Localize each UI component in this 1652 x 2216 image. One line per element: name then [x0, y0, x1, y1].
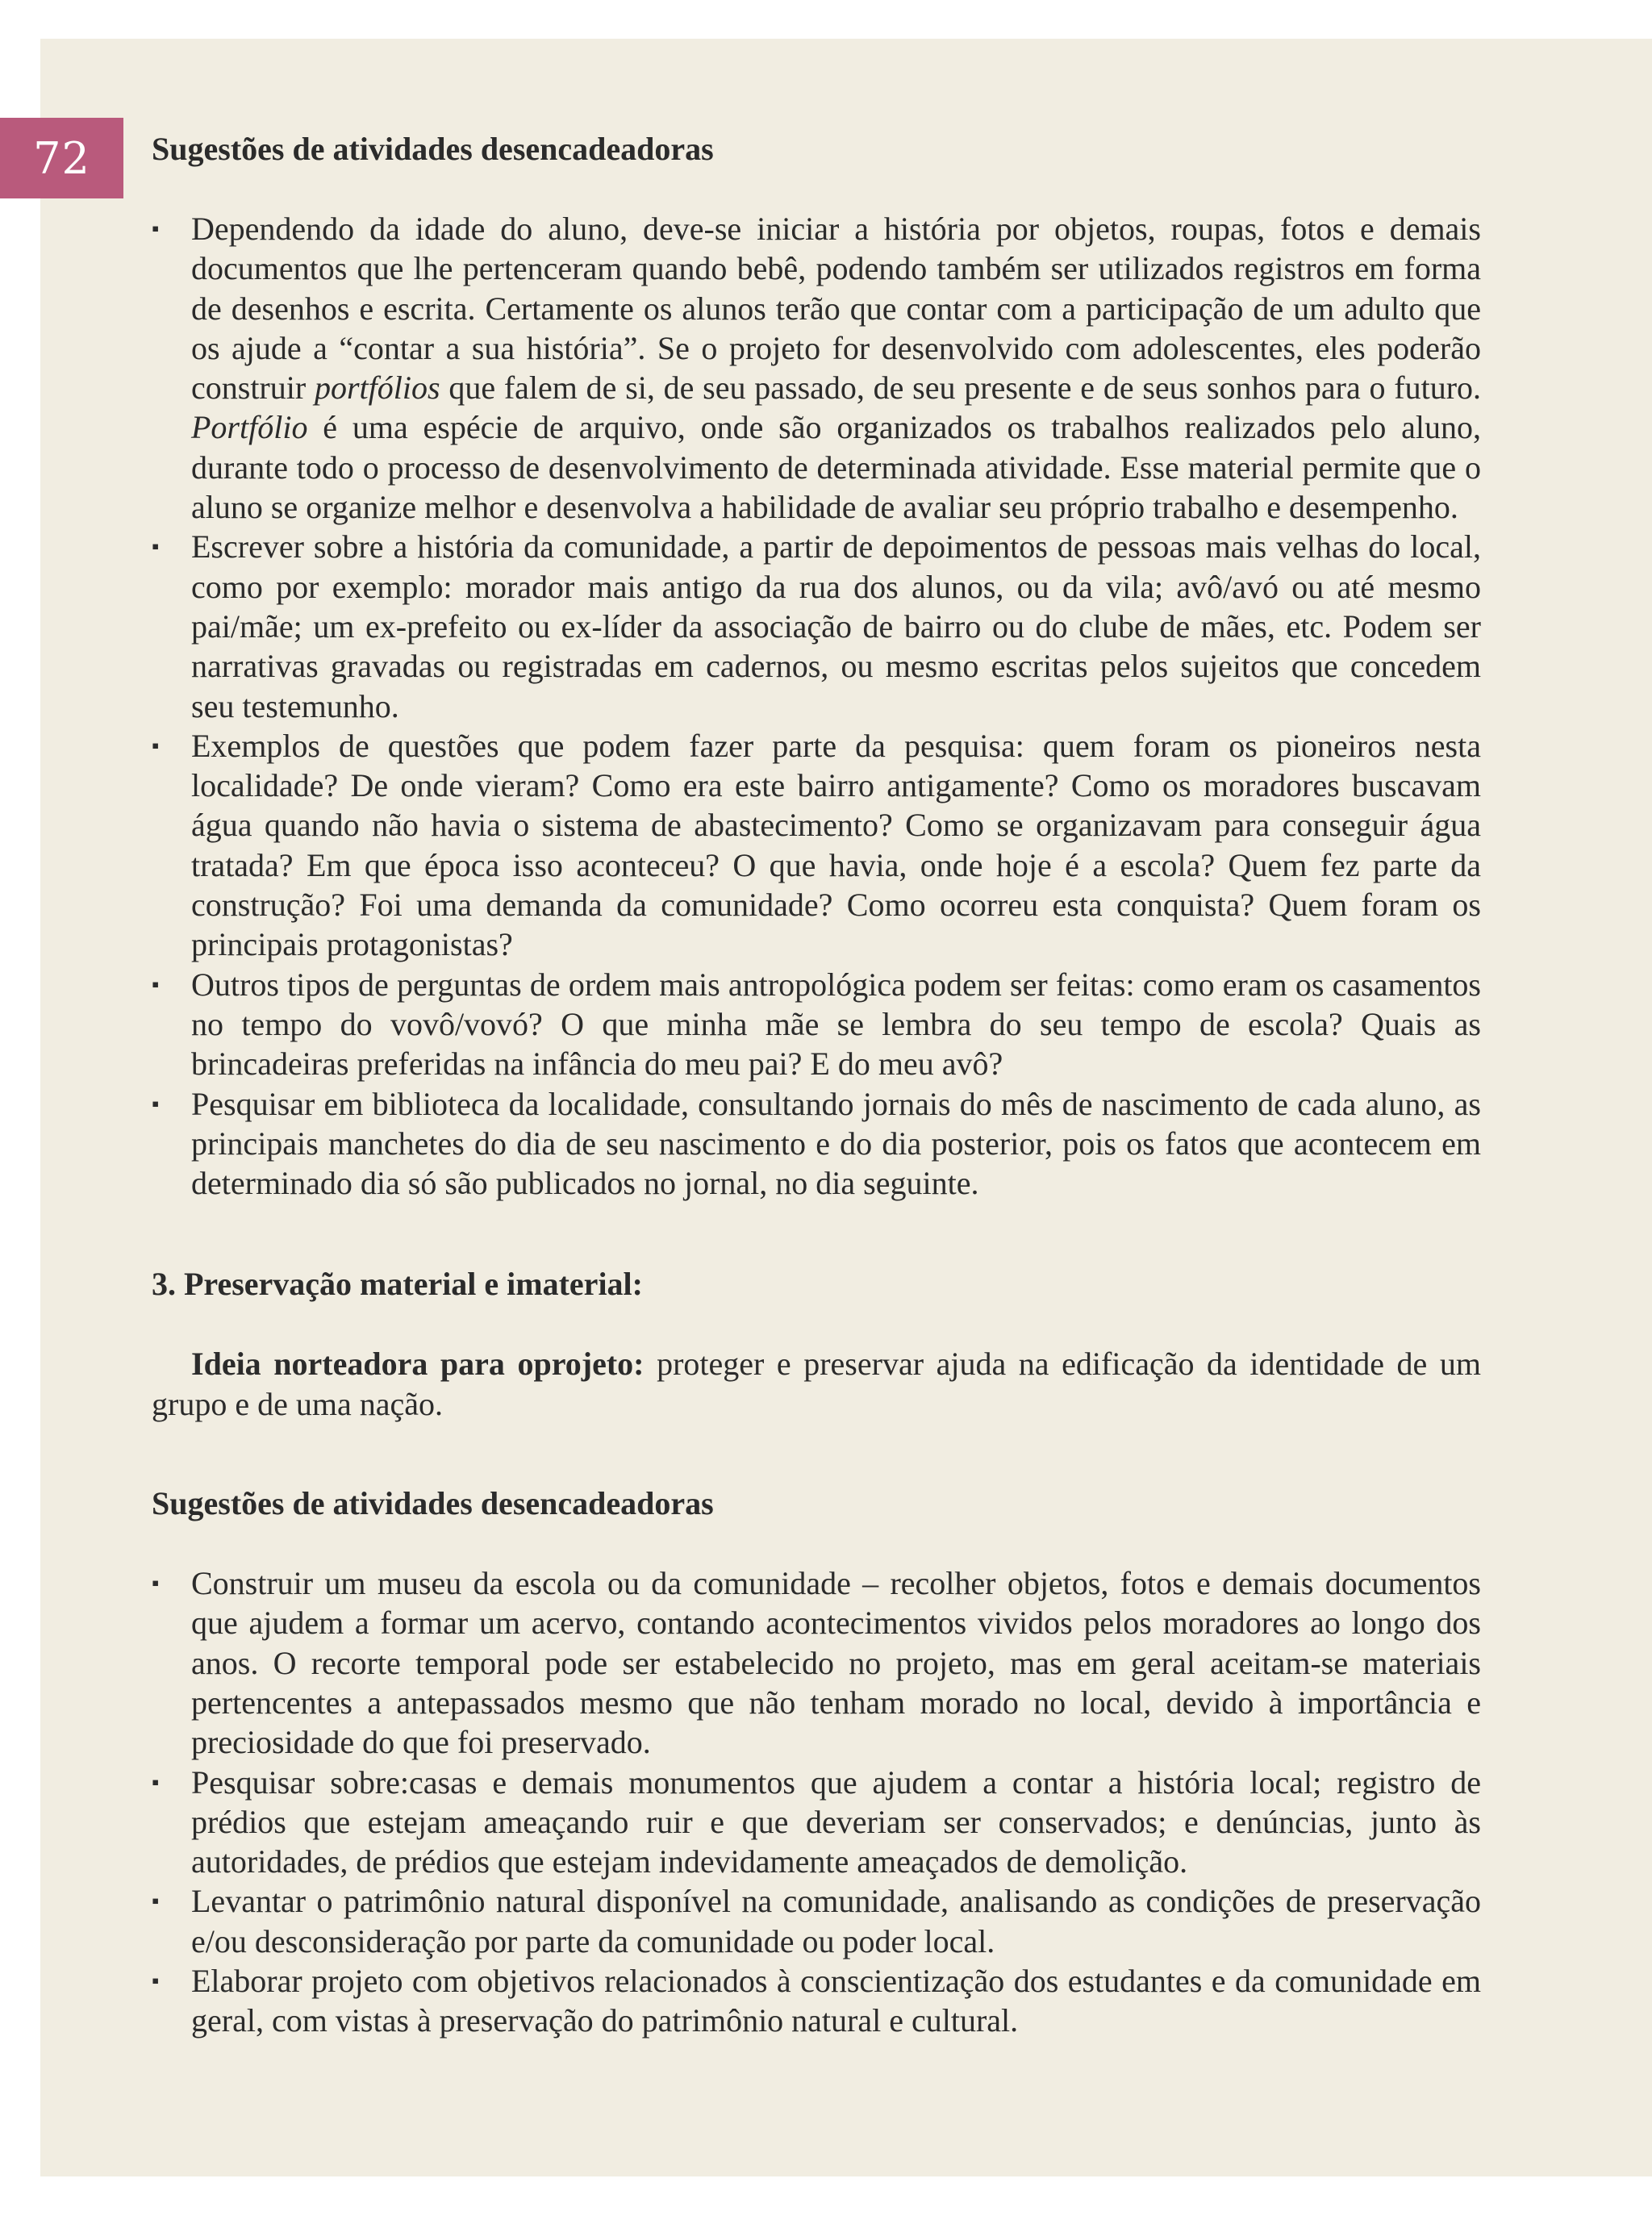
activities-list-2	[152, 1563, 1481, 2041]
list-item: ▪ Levantar o patrimônio natural disponível na comunidade, analisando as condições de preservação e/ou desconsideração por parte da comunidade ou poder local.	[152, 1881, 1481, 1961]
guiding-idea-paragraph	[152, 1344, 1481, 1424]
section-heading-activities: Sugestões de atividades desencadeadoras	[152, 131, 714, 167]
list-item: ▪ Outros tipos de perguntas de ordem mais antropológica podem ser feitas: como eram os casamentos no tempo do vovô/vovó? O que minha mãe se lembra do seu tempo de escola? Quais as brincadeiras preferidas na infância do meu pai? E do meu avô?	[152, 965, 1481, 1084]
list-item: ▪ Exemplos de questões que podem fazer parte da pesquisa: quem foram os pioneiros nesta localidade? De onde vieram? Como era este bairro antigamente? Como os moradores buscavam água quando não havia o sistema de abastecimento? Como se organizavam para conseguir água tratada? Em que época isso aconteceu? O que havia, onde hoje é a escola? Quem fez parte da construção? Foi uma demanda da comunidade? Como ocorreu esta conquista? Quem foram os principais protagonistas?	[152, 726, 1481, 965]
guiding-idea-label: Ideia norteadora para oprojeto:	[191, 1346, 645, 1383]
section-heading-activities-2: Sugestões de atividades desencadeadoras	[152, 1485, 714, 1522]
list-item: ▪ Pesquisar em biblioteca da localidade, consultando jornais do mês de nascimento de cada aluno, as principais manchetes do dia de seu nascimento e do dia posterior, pois os fatos que acontecem em determinado dia só são publicados no jornal, no dia seguinte.	[152, 1084, 1481, 1204]
page-number-tab	[0, 118, 123, 198]
emphasis-term: portfólios	[314, 369, 440, 407]
page-number: 72	[33, 132, 90, 184]
page-content	[152, 129, 1481, 2041]
emphasis-term: Portfólio	[191, 409, 308, 446]
list-item: ▪ Dependendo da idade do aluno, deve-se iniciar a história por objetos, roupas, fotos e demais documentos que lhe pertenceram quando bebê, podendo também ser utilizados registros em forma de desenhos e escrita. Certamente os alunos terão que contar com a participação de um adulto que os ajude a “contar a sua história”. Se o projeto for desenvolvido com adolescentes, eles poderão construir portfólios que falem de si, de seu passado, de seu presente e de seus sonhos para o futuro. Portfólio é uma espécie de arquivo, onde são organizados os trabalhos realizados pelo aluno, durante todo o processo de desenvolvimento de determinada atividade. Esse material permite que o aluno se organize melhor e desenvolva a habilidade de avaliar seu próprio trabalho e desempenho.	[152, 209, 1481, 527]
section-heading-preservation: 3. Preservação material e imaterial:	[152, 1266, 643, 1303]
activities-list	[152, 209, 1481, 1203]
list-item: ▪ Construir um museu da escola ou da comunidade – recolher objetos, fotos e demais documentos que ajudem a formar um acervo, contando acontecimentos vividos pelos moradores ao longo dos anos. O recorte temporal pode ser estabelecido no projeto, mas em geral aceitam-se materiais pertencentes a antepassados mesmo que não tenham morado no local, devido à importância e preciosidade do que foi preservado.	[152, 1563, 1481, 1762]
list-item: ▪ Pesquisar sobre:casas e demais monumentos que ajudem a contar a história local; registro de prédios que estejam ameaçando ruir e que deveriam ser conservados; e denúncias, junto às autoridades, de prédios que estejam indevidamente ameaçados de demolição.	[152, 1763, 1481, 1882]
list-item: ▪ Escrever sobre a história da comunidade, a partir de depoimentos de pessoas mais velhas do local, como por exemplo: morador mais antigo da rua dos alunos, ou da vila; avô/avó ou até mesmo pai/mãe; um ex-prefeito ou ex-líder da associação de bairro ou do clube de mães, etc. Podem ser narrativas gravadas ou registradas em cadernos, ou mesmo escritas pelos sujeitos que concedem seu testemunho.	[152, 527, 1481, 725]
list-item: ▪ Elaborar projeto com objetivos relacionados à conscientização dos estudantes e da comunidade em geral, com vistas à preservação do patrimônio natural e cultural.	[152, 1961, 1481, 2041]
guiding-idea-text: proteger e preservar ajuda na edificação da identidade de um grupo e de uma nação.	[152, 1346, 1481, 1422]
